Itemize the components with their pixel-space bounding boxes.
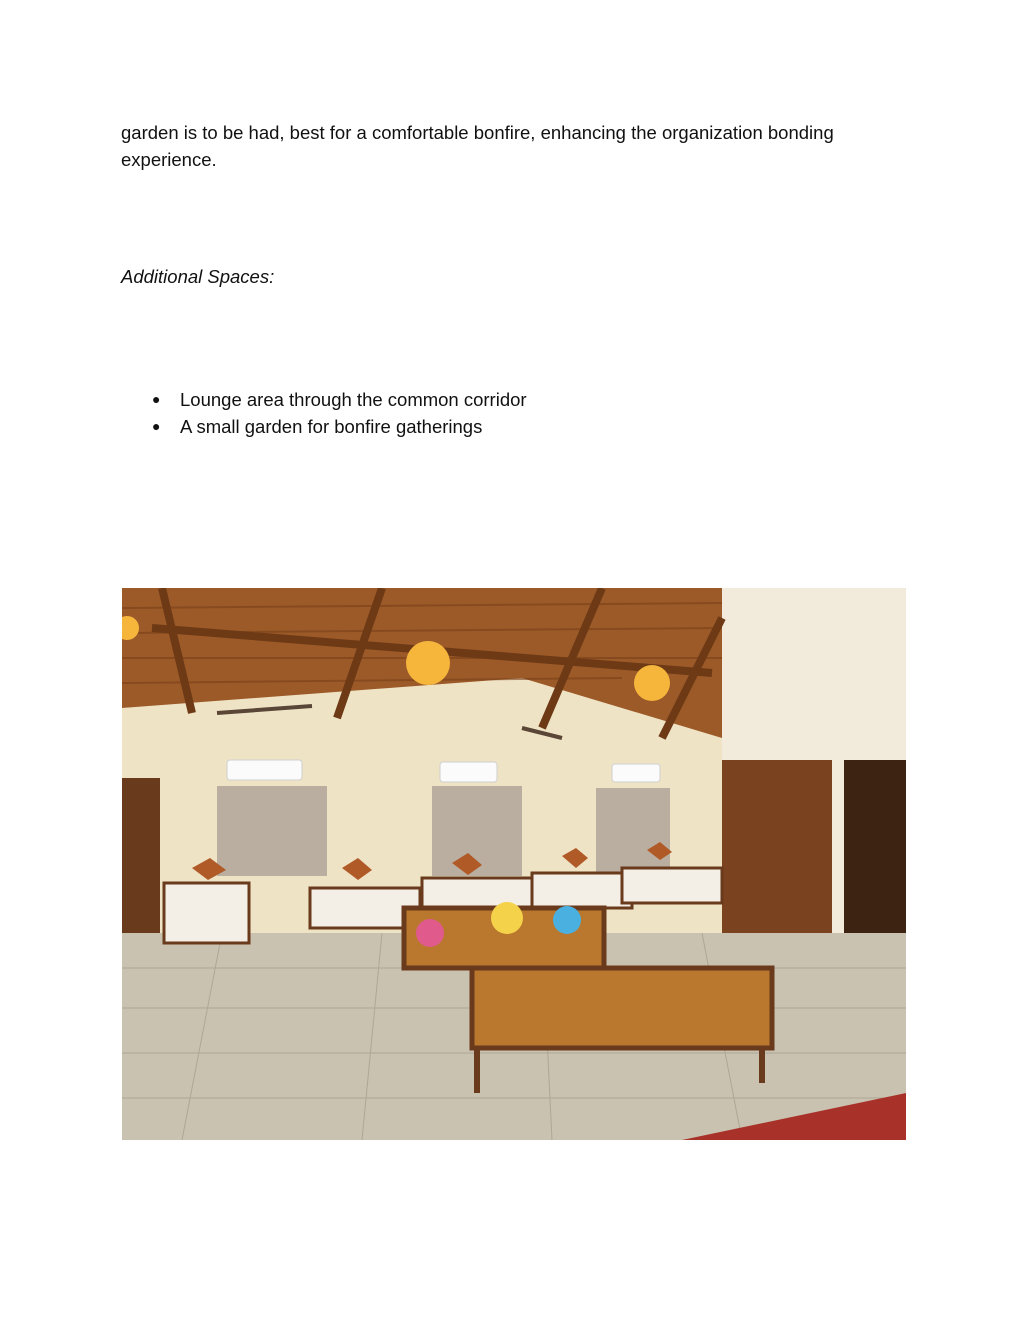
list-item <box>152 386 527 413</box>
room-photo <box>122 588 906 1140</box>
curtain <box>217 786 327 876</box>
room-photo-illustration <box>122 588 906 1140</box>
air-conditioner <box>440 762 497 782</box>
list-item <box>152 413 527 440</box>
air-conditioner <box>227 760 302 780</box>
bullet-icon: ● <box>152 418 161 434</box>
body-paragraph: garden is to be had, best for a comfortable bonfire, enhancing the organization bonding experience. <box>121 122 834 170</box>
list-item-text: Lounge area through the common corridor <box>180 389 527 410</box>
list-item-text: A small garden for bonfire gatherings <box>180 416 483 437</box>
lamp <box>634 665 670 701</box>
bullet-list <box>152 386 527 440</box>
air-conditioner <box>612 764 660 782</box>
lamp <box>406 641 450 685</box>
bullet-icon: ● <box>152 391 161 407</box>
section-heading: Additional Spaces: <box>121 266 275 287</box>
curtain <box>596 788 670 872</box>
